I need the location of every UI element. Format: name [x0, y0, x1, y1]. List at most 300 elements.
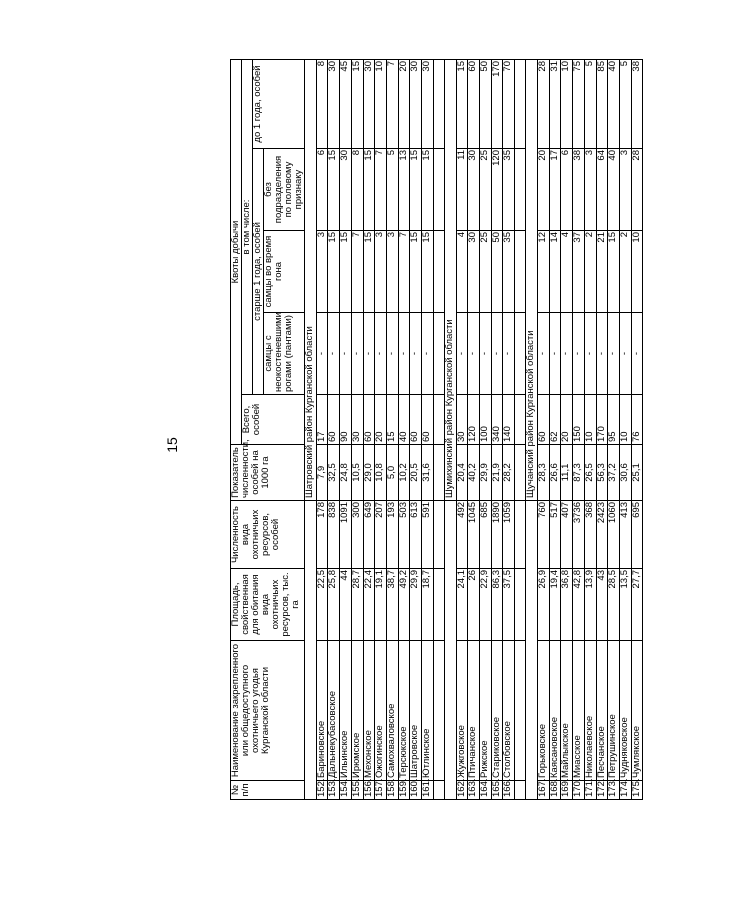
table-row	[584, 60, 596, 800]
cell-area: 38,7	[386, 569, 398, 641]
cell-rut: 15	[410, 231, 422, 313]
spacer-cell	[433, 313, 444, 395]
cell-ind: 28,2	[503, 445, 515, 501]
cell-nodiv: 7	[375, 149, 387, 231]
cell-n: 161.	[421, 781, 433, 800]
header-name: Наименование закрепленного или общедоступного охотничьего угодья Курганской области	[231, 641, 305, 781]
table-row	[491, 60, 503, 800]
cell-pant: -	[328, 313, 340, 395]
cell-area: 28,5	[608, 569, 620, 641]
cell-total: 20	[561, 395, 573, 445]
quota-table	[230, 59, 643, 800]
cell-name: Рижское	[480, 641, 492, 781]
cell-ind: 24,8	[340, 445, 352, 501]
cell-ind: 29,9	[480, 445, 492, 501]
cell-ind: 7,9	[316, 445, 328, 501]
spacer-cell	[433, 641, 444, 781]
cell-ind: 10,2	[398, 445, 410, 501]
cell-pant: -	[596, 313, 608, 395]
cell-n: 165.	[491, 781, 503, 800]
district-spacer	[304, 501, 316, 800]
cell-ind: 10,5	[351, 445, 363, 501]
cell-ind: 29,0	[363, 445, 375, 501]
district-title: Щучанский район Курганской области	[526, 60, 538, 501]
cell-young: 30	[363, 60, 375, 149]
cell-pant: -	[410, 313, 422, 395]
cell-n: 174.	[619, 781, 631, 800]
cell-total: 15	[386, 395, 398, 445]
district-title: Шатровский район Курганской области	[304, 60, 316, 501]
cell-pop: 1060	[608, 501, 620, 569]
cell-pant: -	[351, 313, 363, 395]
spacer-cell	[433, 445, 444, 501]
cell-pant: -	[619, 313, 631, 395]
cell-total: 30	[351, 395, 363, 445]
cell-ind: 30,6	[619, 445, 631, 501]
cell-rut: 2	[619, 231, 631, 313]
cell-name: Горьковское	[538, 641, 550, 781]
spacer-cell	[515, 641, 526, 781]
cell-rut: 35	[503, 231, 515, 313]
cell-nodiv: 5	[386, 149, 398, 231]
table-row	[631, 60, 643, 800]
cell-area: 44	[340, 569, 352, 641]
cell-ind: 56,3	[596, 445, 608, 501]
cell-ind: 20,4	[456, 445, 468, 501]
cell-nodiv: 8	[351, 149, 363, 231]
cell-nodiv: 13	[398, 149, 410, 231]
cell-young: 170	[491, 60, 503, 149]
cell-nodiv: 3	[619, 149, 631, 231]
cell-area: 25,8	[328, 569, 340, 641]
cell-pop: 695	[631, 501, 643, 569]
cell-pant: -	[421, 313, 433, 395]
cell-ind: 11,1	[561, 445, 573, 501]
cell-n: 171.	[584, 781, 596, 800]
cell-total: 100	[480, 395, 492, 445]
cell-name: Столбовское	[503, 641, 515, 781]
cell-young: 28	[538, 60, 550, 149]
cell-area: 18,7	[421, 569, 433, 641]
cell-pant: -	[631, 313, 643, 395]
cell-nodiv: 64	[596, 149, 608, 231]
cell-rut: 3	[375, 231, 387, 313]
header-indicator: Показатель численности, особей на 1000 га	[231, 445, 305, 501]
table-row	[573, 60, 585, 800]
cell-pop: 838	[328, 501, 340, 569]
cell-pop: 649	[363, 501, 375, 569]
cell-young: 60	[468, 60, 480, 149]
cell-nodiv: 15	[421, 149, 433, 231]
cell-young: 75	[573, 60, 585, 149]
cell-pant: -	[363, 313, 375, 395]
cell-pant: -	[549, 313, 561, 395]
cell-total: 340	[491, 395, 503, 445]
cell-rut: 37	[573, 231, 585, 313]
cell-ind: 37,2	[608, 445, 620, 501]
cell-ind: 28,3	[538, 445, 550, 501]
cell-total: 90	[340, 395, 352, 445]
cell-ind: 10,8	[375, 445, 387, 501]
header-including: в том числе:	[241, 60, 252, 395]
cell-area: 22,4	[363, 569, 375, 641]
cell-nodiv: 120	[491, 149, 503, 231]
cell-name: Ильинское	[340, 641, 352, 781]
cell-name: Стариковское	[491, 641, 503, 781]
cell-pant: -	[456, 313, 468, 395]
cell-pop: 1890	[491, 501, 503, 569]
cell-n: 168.	[549, 781, 561, 800]
cell-area: 37,5	[503, 569, 515, 641]
cell-nodiv: 15	[328, 149, 340, 231]
cell-name: Чумлякское	[631, 641, 643, 781]
cell-ind: 26,6	[549, 445, 561, 501]
cell-name: Птичанское	[468, 641, 480, 781]
cell-rut: 15	[328, 231, 340, 313]
cell-rut: 15	[421, 231, 433, 313]
cell-name: Бариновское	[316, 641, 328, 781]
cell-young: 85	[596, 60, 608, 149]
cell-total: 60	[410, 395, 422, 445]
spacer-cell	[433, 395, 444, 445]
cell-total: 62	[549, 395, 561, 445]
cell-area: 19,4	[549, 569, 561, 641]
cell-total: 40	[398, 395, 410, 445]
spacer-cell	[433, 501, 444, 569]
table-row	[386, 60, 398, 800]
cell-n: 173.	[608, 781, 620, 800]
cell-young: 10	[561, 60, 573, 149]
cell-young: 5	[584, 60, 596, 149]
cell-rut: 7	[398, 231, 410, 313]
spacer-cell	[515, 231, 526, 313]
cell-young: 30	[421, 60, 433, 149]
spacer-cell	[433, 781, 444, 800]
cell-name: Майлыкское	[561, 641, 573, 781]
cell-young: 38	[631, 60, 643, 149]
cell-pop: 407	[561, 501, 573, 569]
district-row	[444, 60, 456, 800]
cell-total: 120	[468, 395, 480, 445]
table-row	[538, 60, 550, 800]
cell-n: 175.	[631, 781, 643, 800]
cell-rut: 7	[351, 231, 363, 313]
cell-young: 8	[316, 60, 328, 149]
cell-pop: 685	[480, 501, 492, 569]
cell-area: 13,9	[584, 569, 596, 641]
cell-pop: 178	[316, 501, 328, 569]
district-title: Шумихинский район Курганской области	[444, 60, 456, 501]
cell-ind: 87,3	[573, 445, 585, 501]
table-row	[328, 60, 340, 800]
cell-n: 163.	[468, 781, 480, 800]
table-row	[468, 60, 480, 800]
spacer-row	[515, 60, 526, 800]
cell-n: 152.	[316, 781, 328, 800]
cell-name: Ютлинское	[421, 641, 433, 781]
cell-pop: 613	[410, 501, 422, 569]
district-spacer	[444, 501, 456, 800]
cell-total: 170	[596, 395, 608, 445]
table-row	[316, 60, 328, 800]
cell-nodiv: 11	[456, 149, 468, 231]
cell-area: 19,1	[375, 569, 387, 641]
header-population: Численность вида охотничьих ресурсов, особей	[231, 501, 305, 569]
cell-young: 10	[375, 60, 387, 149]
header-rut: самцы во время гона	[263, 231, 304, 313]
cell-n: 170.	[573, 781, 585, 800]
cell-rut: 21	[596, 231, 608, 313]
cell-n: 162.	[456, 781, 468, 800]
cell-young: 20	[398, 60, 410, 149]
cell-area: 28,7	[351, 569, 363, 641]
cell-pop: 492	[456, 501, 468, 569]
cell-total: 10	[584, 395, 596, 445]
cell-nodiv: 30	[340, 149, 352, 231]
cell-total: 30	[456, 395, 468, 445]
cell-n: 172.	[596, 781, 608, 800]
cell-rut: 2	[584, 231, 596, 313]
cell-pant: -	[538, 313, 550, 395]
cell-n: 153.	[328, 781, 340, 800]
cell-name: Дальнекубасовское	[328, 641, 340, 781]
cell-n: 158.	[386, 781, 398, 800]
table-row	[456, 60, 468, 800]
cell-pop: 300	[351, 501, 363, 569]
cell-rut: 3	[386, 231, 398, 313]
cell-area: 49,2	[398, 569, 410, 641]
cell-nodiv: 35	[503, 149, 515, 231]
cell-total: 95	[608, 395, 620, 445]
cell-rut: 12	[538, 231, 550, 313]
cell-area: 22,5	[316, 569, 328, 641]
cell-ind: 40,2	[468, 445, 480, 501]
cell-pop: 3736	[573, 501, 585, 569]
cell-name: Ожогинское	[375, 641, 387, 781]
cell-young: 50	[480, 60, 492, 149]
district-row	[526, 60, 538, 800]
cell-total: 60	[421, 395, 433, 445]
cell-young: 40	[608, 60, 620, 149]
cell-total: 76	[631, 395, 643, 445]
cell-area: 26	[468, 569, 480, 641]
cell-pant: -	[491, 313, 503, 395]
page-number: 15	[164, 437, 180, 453]
cell-ind: 25,1	[631, 445, 643, 501]
cell-nodiv: 38	[573, 149, 585, 231]
table-row	[608, 60, 620, 800]
table-row	[410, 60, 422, 800]
table-row	[596, 60, 608, 800]
spacer-cell	[433, 149, 444, 231]
cell-ind: 26,5	[584, 445, 596, 501]
spacer-cell	[515, 445, 526, 501]
cell-pop: 1091	[340, 501, 352, 569]
header-quotas: Квоты добычи	[231, 60, 242, 445]
cell-pop: 760	[538, 501, 550, 569]
header-area: Площадь, свойственная для обитания вида охотничьих ресурсов, тыс. га	[231, 569, 305, 641]
table-row	[549, 60, 561, 800]
cell-pop: 2423	[596, 501, 608, 569]
cell-ind: 20,5	[410, 445, 422, 501]
cell-young: 7	[386, 60, 398, 149]
cell-n: 169.	[561, 781, 573, 800]
cell-pop: 193	[386, 501, 398, 569]
cell-nodiv: 20	[538, 149, 550, 231]
cell-nodiv: 25	[480, 149, 492, 231]
cell-name: Каясановское	[549, 641, 561, 781]
cell-young: 30	[328, 60, 340, 149]
spacer-cell	[515, 149, 526, 231]
cell-pop: 1045	[468, 501, 480, 569]
table-row	[480, 60, 492, 800]
cell-young: 15	[456, 60, 468, 149]
header-total: Всего, особей	[241, 395, 304, 445]
cell-ind: 5,0	[386, 445, 398, 501]
cell-area: 42,8	[573, 569, 585, 641]
cell-nodiv: 17	[549, 149, 561, 231]
cell-pop: 413	[619, 501, 631, 569]
cell-pant: -	[386, 313, 398, 395]
cell-rut: 30	[468, 231, 480, 313]
spacer-cell	[515, 313, 526, 395]
cell-pop: 591	[421, 501, 433, 569]
cell-name: Миасское	[573, 641, 585, 781]
cell-nodiv: 15	[410, 149, 422, 231]
cell-pant: -	[375, 313, 387, 395]
header-nodiv: без подразделения по половому признаку	[263, 149, 304, 231]
cell-total: 60	[328, 395, 340, 445]
cell-name: Жужговское	[456, 641, 468, 781]
cell-pant: -	[573, 313, 585, 395]
cell-area: 26,9	[538, 569, 550, 641]
cell-young: 31	[549, 60, 561, 149]
table-row	[503, 60, 515, 800]
header-older: старше 1 года, особей	[252, 149, 263, 395]
cell-area: 43	[596, 569, 608, 641]
cell-n: 157.	[375, 781, 387, 800]
cell-name: Шатровское	[410, 641, 422, 781]
table-row	[619, 60, 631, 800]
cell-ind: 21,9	[491, 445, 503, 501]
header-young: до 1 года, особей	[252, 60, 304, 149]
cell-nodiv: 15	[363, 149, 375, 231]
cell-name: Терсюкское	[398, 641, 410, 781]
header-num: № п/п	[231, 781, 305, 800]
spacer-cell	[515, 569, 526, 641]
cell-young: 15	[351, 60, 363, 149]
cell-n: 160.	[410, 781, 422, 800]
cell-nodiv: 6	[316, 149, 328, 231]
cell-n: 166.	[503, 781, 515, 800]
cell-nodiv: 40	[608, 149, 620, 231]
cell-n: 159.	[398, 781, 410, 800]
cell-pop: 1059	[503, 501, 515, 569]
cell-nodiv: 3	[584, 149, 596, 231]
cell-rut: 50	[491, 231, 503, 313]
cell-ind: 31,6	[421, 445, 433, 501]
cell-young: 70	[503, 60, 515, 149]
cell-total: 150	[573, 395, 585, 445]
cell-pop: 368	[584, 501, 596, 569]
cell-name: Петрушинское	[608, 641, 620, 781]
cell-area: 27,7	[631, 569, 643, 641]
cell-pop: 503	[398, 501, 410, 569]
spacer-cell	[515, 60, 526, 149]
cell-rut: 15	[363, 231, 375, 313]
cell-ind: 32,5	[328, 445, 340, 501]
cell-rut: 14	[549, 231, 561, 313]
spacer-cell	[433, 60, 444, 149]
cell-pant: -	[584, 313, 596, 395]
cell-total: 60	[363, 395, 375, 445]
cell-area: 29,9	[410, 569, 422, 641]
table-row	[398, 60, 410, 800]
header-pant: самцы с неокостеневшими рогами (пантами)	[263, 313, 304, 395]
cell-rut: 4	[561, 231, 573, 313]
cell-n: 154.	[340, 781, 352, 800]
cell-area: 13,5	[619, 569, 631, 641]
cell-young: 45	[340, 60, 352, 149]
rotated-table-wrapper	[230, 60, 730, 800]
cell-n: 167.	[538, 781, 550, 800]
cell-pop: 517	[549, 501, 561, 569]
cell-young: 30	[410, 60, 422, 149]
cell-nodiv: 28	[631, 149, 643, 231]
cell-pant: -	[561, 313, 573, 395]
cell-pant: -	[608, 313, 620, 395]
cell-total: 10	[619, 395, 631, 445]
cell-pant: -	[340, 313, 352, 395]
cell-name: Мехонское	[363, 641, 375, 781]
cell-total: 17	[316, 395, 328, 445]
cell-n: 164.	[480, 781, 492, 800]
cell-area: 22,9	[480, 569, 492, 641]
table-row	[375, 60, 387, 800]
cell-total: 140	[503, 395, 515, 445]
cell-area: 24,1	[456, 569, 468, 641]
cell-rut: 15	[608, 231, 620, 313]
spacer-cell	[515, 781, 526, 800]
spacer-cell	[515, 395, 526, 445]
cell-name: Самохваловское	[386, 641, 398, 781]
cell-rut: 25	[480, 231, 492, 313]
cell-nodiv: 6	[561, 149, 573, 231]
cell-young: 5	[619, 60, 631, 149]
district-row	[304, 60, 316, 800]
table-row	[363, 60, 375, 800]
table-row	[561, 60, 573, 800]
table-row	[340, 60, 352, 800]
cell-name: Николаевское	[584, 641, 596, 781]
cell-area: 36,8	[561, 569, 573, 641]
cell-name: Песчанское	[596, 641, 608, 781]
spacer-cell	[433, 231, 444, 313]
cell-name: Ирюмское	[351, 641, 363, 781]
cell-rut: 10	[631, 231, 643, 313]
table-row	[421, 60, 433, 800]
spacer-cell	[515, 501, 526, 569]
district-spacer	[526, 501, 538, 800]
cell-rut: 15	[340, 231, 352, 313]
spacer-cell	[433, 569, 444, 641]
cell-name: Чудняковское	[619, 641, 631, 781]
cell-n: 156.	[363, 781, 375, 800]
table-body	[304, 60, 643, 800]
cell-pant: -	[480, 313, 492, 395]
cell-n: 155.	[351, 781, 363, 800]
cell-pant: -	[503, 313, 515, 395]
